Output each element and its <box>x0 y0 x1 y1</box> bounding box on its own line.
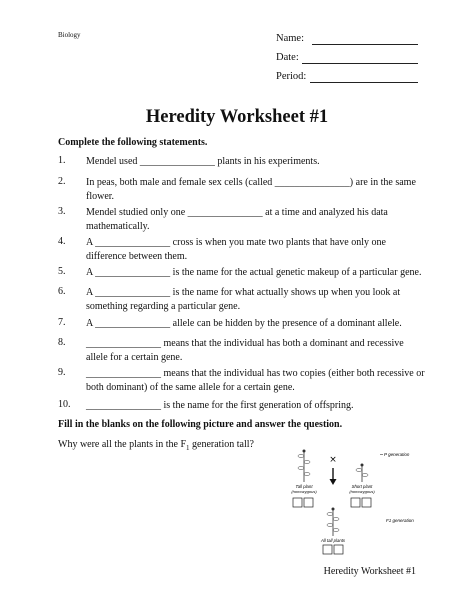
item-text: A _______________ is the name for what actually shows up when you look at something regarding a particular gene. <box>86 287 401 312</box>
period-field-label: Period: <box>276 71 307 82</box>
tall-allele-box-1[interactable] <box>293 498 302 507</box>
item-text: _______________ is the name for the first generation of offspring. <box>86 400 354 411</box>
short-plant-drawing <box>356 464 368 483</box>
short-allele-box-2[interactable] <box>362 498 371 507</box>
item-number: 7. <box>58 317 66 328</box>
offspring-allele-box-1[interactable] <box>323 545 332 554</box>
item-number: 5. <box>58 266 66 277</box>
item-text: A _______________ allele can be hidden by the presence of a dominant allele. <box>86 318 402 329</box>
item-text: A _______________ is the name for the actual genetic makeup of a particular gene. <box>86 267 422 278</box>
period-field-line[interactable] <box>310 82 418 83</box>
part1-instruction: Complete the following statements. <box>58 137 208 148</box>
course-label: Biology <box>58 31 81 39</box>
tall-plant-drawing <box>298 450 310 483</box>
item-number: 1. <box>58 155 66 166</box>
part2-instruction: Fill in the blanks on the following picture and answer the question. <box>58 419 343 430</box>
item-number: 3. <box>58 206 66 217</box>
item-number: 9. <box>58 367 66 378</box>
page-footer: Heredity Worksheet #1 <box>323 566 416 577</box>
item-text: In peas, both male and female sex cells (called _______________) are in the same flower. <box>86 177 416 202</box>
item-text: Mendel used _______________ plants in his experiments. <box>86 156 320 167</box>
item-text: _______________ means that the individual has both a dominant and recessive allele for a certain gene. <box>86 338 404 363</box>
name-field-line[interactable] <box>312 44 418 45</box>
item-text: Mendel studied only one _______________ at a time and analyzed his data mathematically. <box>86 207 388 232</box>
date-field-label: Date: <box>276 52 299 63</box>
item-number: 10. <box>58 399 71 410</box>
page-title: Heredity Worksheet #1 <box>145 107 329 127</box>
short-allele-box-1[interactable] <box>351 498 360 507</box>
heredity-cross-figure <box>276 446 418 558</box>
question-text-pre: Why were all the plants in the F <box>58 439 187 450</box>
arrowhead-icon <box>330 479 337 485</box>
item-number: 4. <box>58 236 66 247</box>
f1-generation-label: F1 generation <box>386 518 414 523</box>
cross-symbol: × <box>329 455 337 465</box>
offspring-label: All tall plants <box>320 538 346 543</box>
name-field-label: Name: <box>276 33 304 44</box>
tall-plant-sublabel: (homozygous) <box>291 489 317 494</box>
item-text: _______________ means that the individual has two copies (either both recessive or both dominant) of the same allele for a certain gene. <box>86 368 425 393</box>
offspring-allele-box-2[interactable] <box>334 545 343 554</box>
item-number: 8. <box>58 337 66 348</box>
tall-plant-label: Tall plant <box>295 484 313 489</box>
question-text-post: generation tall? <box>189 439 254 450</box>
p-generation-label: P generation <box>384 452 410 457</box>
item-number: 2. <box>58 176 66 187</box>
short-plant-label: Short plant <box>351 484 373 489</box>
date-field-line[interactable] <box>302 63 418 64</box>
item-number: 6. <box>58 286 66 297</box>
offspring-plant-drawing <box>327 508 339 537</box>
tall-allele-box-2[interactable] <box>304 498 313 507</box>
short-plant-sublabel: (homozygous) <box>349 489 375 494</box>
part2-question <box>58 439 254 452</box>
item-text: A _______________ cross is when you mate two plants that have only one difference between them. <box>86 237 386 262</box>
question-subscript: 1 <box>186 444 190 452</box>
